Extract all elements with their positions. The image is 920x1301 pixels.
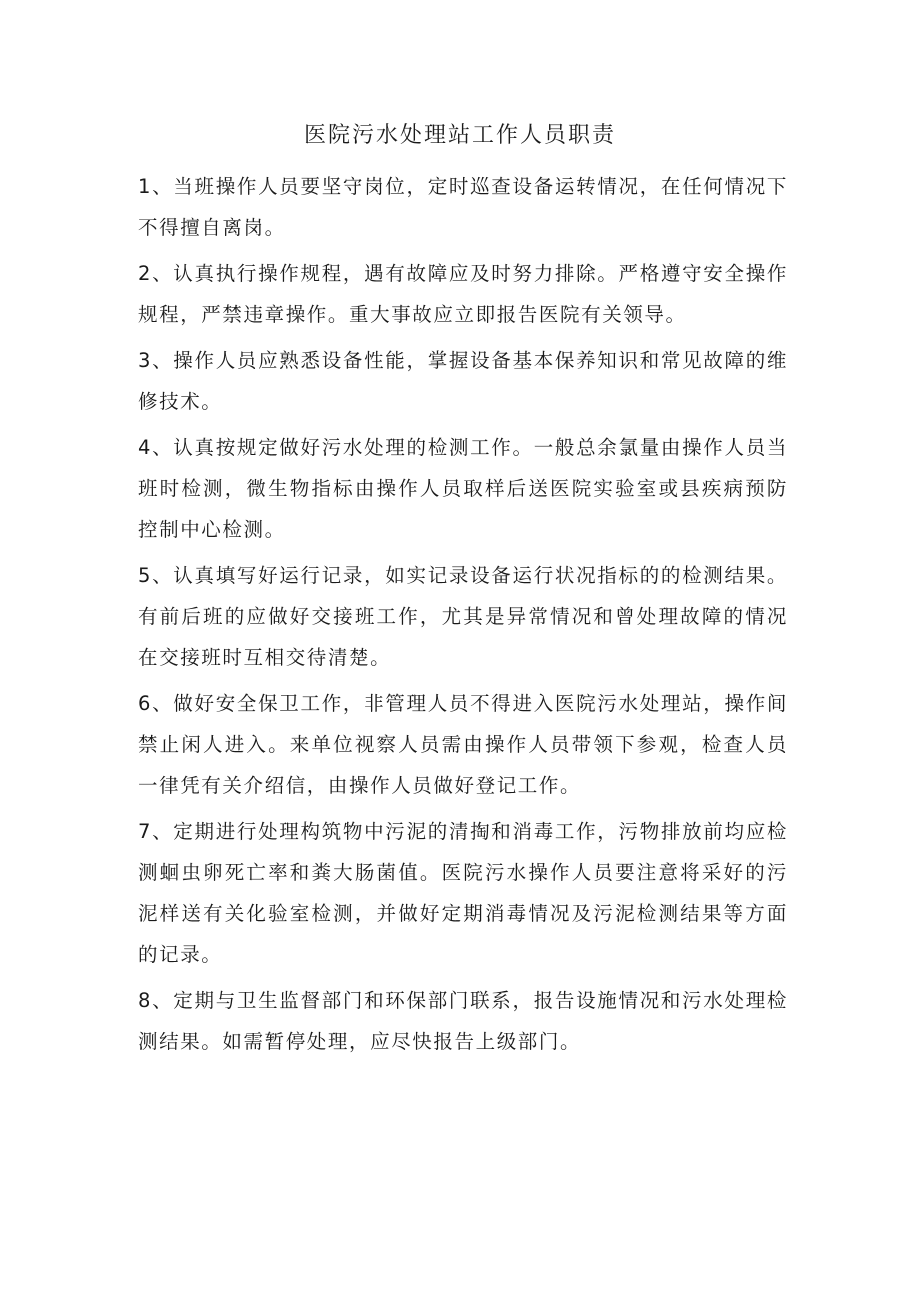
document-body (138, 166, 788, 1067)
document-title: 医院污水处理站工作人员职责 (303, 123, 616, 148)
duty-item-2: 2、认真执行操作规程，遇有故障应及时努力排除。严格遵守安全操作规程，严禁违章操作。重大事故应立即报告医院有关领导。 (138, 262, 788, 326)
duty-item-1: 1、当班操作人员要坚守岗位，定时巡查设备运转情况，在任何情况下不得擅自离岗。 (138, 175, 788, 239)
duty-item-7: 7、定期进行处理构筑物中污泥的清掏和消毒工作，污物排放前均应检测蛔虫卵死亡率和粪大肠菌值。医院污水操作人员要注意将采好的污泥样送有关化验室检测，并做好定期消毒情况及污泥检测结果等方面的记录。 (138, 820, 788, 966)
duty-item-5: 5、认真填写好运行记录，如实记录设备运行状况指标的的检测结果。有前后班的应做好交接班工作，尤其是异常情况和曾处理故障的情况在交接班时互相交待清楚。 (138, 564, 788, 669)
duty-item-8: 8、定期与卫生监督部门和环保部门联系，报告设施情况和污水处理检测结果。如需暂停处理，应尽快报告上级部门。 (138, 989, 788, 1053)
duty-item-4: 4、认真按规定做好污水处理的检测工作。一般总余氯量由操作人员当班时检测，微生物指标由操作人员取样后送医院实验室或县疾病预防控制中心检测。 (138, 436, 788, 541)
duty-item-3: 3、操作人员应熟悉设备性能，掌握设备基本保养知识和常见故障的维修技术。 (138, 349, 788, 413)
duty-item-6: 6、做好安全保卫工作，非管理人员不得进入医院污水处理站，操作间禁止闲人进入。来单位视察人员需由操作人员带领下参观，检查人员一律凭有关介绍信，由操作人员做好登记工作。 (138, 692, 788, 797)
